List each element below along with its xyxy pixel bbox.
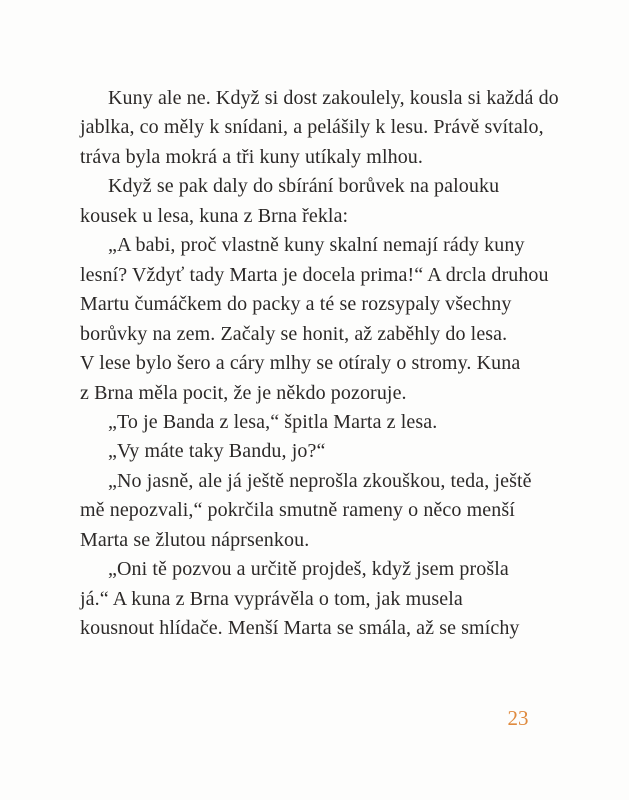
text-line: já.“ A kuna z Brna vyprávěla o tom, jak musela	[80, 587, 463, 610]
text-line: lesní? Vždyť tady Marta je docela prima!“ A drcla druhou	[80, 263, 549, 286]
text-line: kousek u lesa, kuna z Brna řekla:	[80, 204, 349, 227]
text-line: mě nepozvali,“ pokrčila smutně rameny o něco menší	[80, 499, 515, 522]
text-line: jablka, co měly k snídani, a pelášily k lesu. Právě svítalo,	[80, 116, 544, 139]
text-line: „Vy máte taky Bandu, jo?“	[108, 440, 326, 463]
text-line: „No jasně, ale já ještě neprošla zkouškou, teda, ještě	[108, 469, 532, 492]
story-text	[80, 84, 570, 644]
text-line: Martu čumáčkem do packy a té se rozsypaly všechny	[80, 293, 512, 316]
text-line: „Oni tě pozvou a určitě projdeš, když jsem prošla	[108, 558, 509, 581]
text-line: z Brna měla pocit, že je někdo pozoruje.	[80, 381, 407, 404]
text-line: Když se pak daly do sbírání borůvek na palouku	[108, 175, 500, 198]
text-line: tráva byla mokrá a tři kuny utíkaly mlhou.	[80, 145, 424, 168]
text-line: kousnout hlídače. Menší Marta se smála, až se smíchy	[80, 617, 520, 640]
text-line: Kuny ale ne. Když si dost zakoulely, kousla si každá do	[108, 87, 559, 109]
text-line: „To je Banda z lesa,“ špitla Marta z lesa.	[108, 410, 438, 433]
text-line: „A babi, proč vlastně kuny skalní nemají rády kuny	[108, 234, 525, 257]
text-line: Marta se žlutou náprsenkou.	[80, 528, 310, 551]
page-number: 23	[507, 706, 529, 730]
text-line: borůvky na zem. Začaly se honit, až zaběhly do lesa.	[80, 322, 508, 345]
text-line: V lese bylo šero a cáry mlhy se otíraly o stromy. Kuna	[80, 352, 521, 375]
